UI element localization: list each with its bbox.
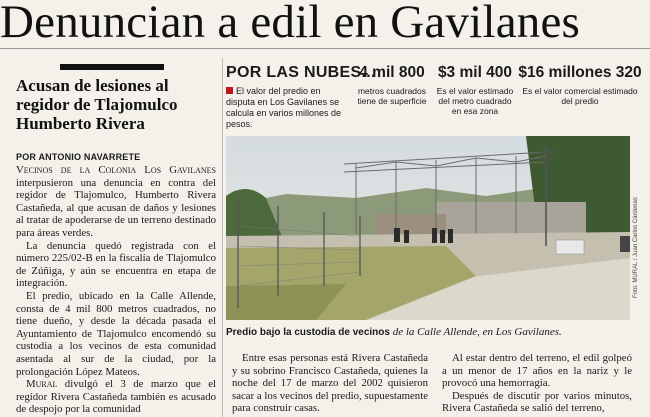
headline: Denuncian a edil en Gavilanes <box>0 0 581 48</box>
left-article-column <box>16 164 216 416</box>
stat-description: metros cuadrados tiene de superficie <box>357 86 427 106</box>
middle-paragraph-1: Entre esas personas está Rivera Castañeda y su sobrino Francisco Castañeda, quienes la noche del 17 de marzo del 2002 quisieron sacar a los vecinos del predio, supuestamente para construir casas. <box>232 352 428 415</box>
paragraph-4-text: divulgó el 3 de marzo que el regidor Rivera Castañeda también es acusado de despojo por la comunidad <box>16 378 216 416</box>
stat-price-per-meter <box>434 64 516 116</box>
right-paragraph-2: Después de discutir por varios minutos, Rivera Castañeda se salió del terreno, <box>442 389 632 415</box>
top-rule <box>0 48 650 49</box>
sidebar-kicker: POR LAS NUBES... <box>226 64 376 81</box>
subheadline: Acusan de lesiones al regidor de Tlajomulco Humberto Rivera <box>16 76 178 133</box>
stat-number: $16 millones 320 <box>518 64 642 81</box>
photo-caption <box>226 326 636 338</box>
newspaper-name: Mural <box>26 378 58 391</box>
sidebar-intro-text: El valor del predio en disputa en Los Gavilanes se calcula en varios millones de pesos. <box>226 86 342 129</box>
lead-text: interpusieron una denuncia en contra del regidor de Tlajomulco, Humberto Rivera Castañeda, al que acusan de daños y lesiones al tratar de apoderarse de un terreno destinado para áreas verdes. <box>16 176 216 239</box>
right-article-column <box>442 352 632 415</box>
stat-description: Es el valor comercial estimado del predio <box>522 86 638 106</box>
right-paragraph-1: Al estar dentro del terreno, el edil golpeó a un menor de 17 años en la nariz y le provocó una hemorragia. <box>442 352 632 390</box>
sidebar-intro <box>226 86 352 130</box>
paragraph-4 <box>16 378 216 416</box>
lead-smallcaps: Vecinos de la Colonia Los Gavilanes <box>16 164 216 176</box>
news-photo <box>226 136 630 320</box>
stat-commercial-value <box>518 64 642 106</box>
section-bar <box>60 64 164 70</box>
caption-italic: de la Calle Allende, en Los Gavilanes. <box>389 326 562 338</box>
red-square-bullet-icon <box>226 87 233 94</box>
paragraph-2: La denuncia quedó registrada con el número 225/02-B en la fiscalía de Tlajomulco de Zúñiga, y aún se encuentra en etapa de integración. <box>16 239 216 290</box>
column-divider <box>222 58 223 417</box>
byline: POR ANTONIO NAVARRETE <box>16 152 141 162</box>
stat-description: Es el valor estimado del metro cuadrado en esa zona <box>436 86 514 116</box>
lot-photo-illustration <box>226 136 630 320</box>
caption-bold: Predio bajo la custodia de vecinos <box>226 327 390 338</box>
lead-paragraph <box>16 164 216 240</box>
stat-number: 4 mil 800 <box>359 64 425 81</box>
middle-article-column <box>232 352 428 415</box>
paragraph-3: El predio, ubicado en la Calle Allende, consta de 4 mil 800 metros cuadrados, no tiene dueño, y desde la década pasada el Ayuntamiento de Tlajomulco encomendó su custodia a los vecinos de esta comunidad asentada al sur de la ciudad, por la prolongación López Mateos. <box>16 289 216 378</box>
photo-credit: Foto: MURAL / Juan Carlos Cárdenas <box>633 197 639 298</box>
stat-area <box>354 64 430 106</box>
stat-number: $3 mil 400 <box>437 64 513 81</box>
